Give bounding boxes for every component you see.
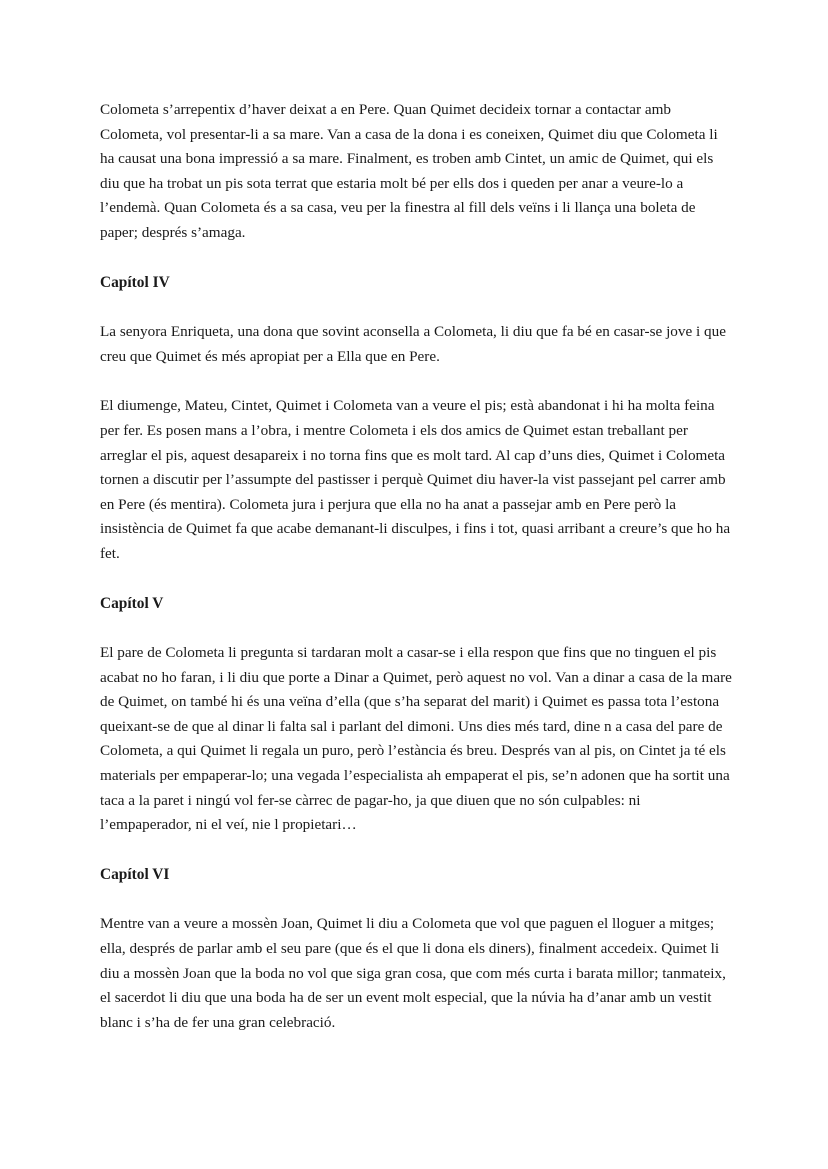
paragraph-intro: Colometa s’arrepentix d’haver deixat a en Pere. Quan Quimet decideix tornar a contactar amb Colometa, vol presentar-li a sa mare. Van a casa de la dona i es coneixen, Quimet diu que Colometa li ha causat una bona impressió a sa mare. Finalment, es troben amb Cintet, un amic de Quimet, qui els diu que ha trobat un pis sota terrat que estaria molt bé per ells dos i queden per anar a veure-lo a l’endemà. Quan Colometa és a sa casa, veu per la finestra al fill dels veïns i li llança una boleta de paper; després s’amaga.	[100, 101, 718, 241]
paragraph-mossen-joan: Mentre van a veure a mossèn Joan, Quimet li diu a Colometa que vol que paguen el lloguer a mitges; ella, després de parlar amb el seu pare (que és el que li dona els diners), finalment accedeix. Quimet li diu a mossèn Joan que la boda no vol que siga gran cosa, que com més curta i barata millor; tanmateix, el sacerdot li diu que una boda ha de ser un event molt especial, que la núvia ha d’anar amb un vestit blanc i s’ha de fer una gran celebració.	[100, 915, 726, 1031]
document-page	[100, 98, 732, 1060]
paragraph-father: El pare de Colometa li pregunta si tardaran molt a casar-se i ella respon que fins que no tinguen el pis acabat no ho faran, i li diu que porte a Dinar a Quimet, però aquest no vol. Van a dinar a casa de la mare de Quimet, on també hi és una veïna d’ella (que s’ha separat del marit) i Quimet es passa tota l’estona queixant-se de que al dinar li falta sal i parlant del dimoni. Uns dies més tard, dine n a casa del pare de Colometa, a qui Quimet li regala un puro, però l’estància és breu. Després van al pis, on Cintet ja té els materials per empaperar-lo; una vegada l’especialista ah empaperat el pis, se’n adonen que ha sortit una taca a la paret i ningú vol fer-se càrrec de pagar-ho, ja que diuen que no són culpables: ni l’empaperador, ni el veí, nie l propietari…	[100, 644, 732, 834]
chapter-heading-v: Capítol V	[100, 594, 164, 612]
paragraph-enriqueta: La senyora Enriqueta, una dona que sovint aconsella a Colometa, li diu que fa bé en casar-se jove i que creu que Quimet és més apropiat per a Ella que en Pere.	[100, 323, 726, 365]
chapter-heading-vi: Capítol VI	[100, 865, 170, 883]
paragraph-sunday-flat: El diumenge, Mateu, Cintet, Quimet i Colometa van a veure el pis; està abandonat i hi ha molta feina per fer. Es posen mans a l’obra, i mentre Colometa i els dos amics de Quimet estan treballant per arreglar el pis, aquest desapareix i no torna fins que es molt tard. Al cap d’uns dies, Quimet i Colometa tornen a discutir per l’assumpte del pastisser i perquè Quimet diu haver-la vist passejant pel carrer amb en Pere (és mentira). Colometa jura i perjura que ella no ha anat a passejar amb en Pere però la insistència de Quimet fa que acabe demanant-li disculpes, i fins i tot, quasi arribant a creure’s que ho ha fet.	[100, 397, 731, 562]
chapter-heading-iv: Capítol IV	[100, 273, 170, 291]
